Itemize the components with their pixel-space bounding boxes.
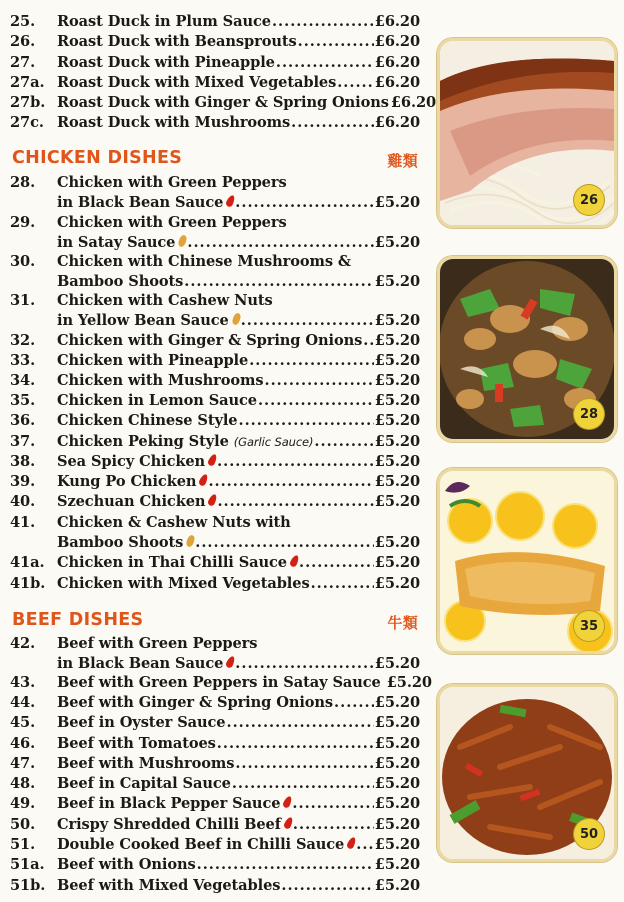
section-title-chinese: 牛類 bbox=[387, 614, 418, 632]
item-name: Double Cooked Beef in Chilli Sauce bbox=[57, 836, 345, 853]
item-price: £5.20 bbox=[374, 234, 420, 251]
dot-leader bbox=[249, 351, 374, 371]
item-price: £6.20 bbox=[374, 74, 420, 91]
photo-lemon-chicken bbox=[437, 468, 617, 654]
item-number: 32. bbox=[10, 332, 36, 349]
item-number: 48. bbox=[10, 775, 36, 792]
item-number: 27b. bbox=[10, 94, 46, 111]
item-number: 42. bbox=[10, 635, 36, 652]
item-number: 44. bbox=[10, 694, 36, 711]
menu-item-continued bbox=[10, 272, 420, 292]
item-number: 51a. bbox=[10, 856, 45, 873]
menu-item bbox=[10, 734, 420, 754]
item-number: 27. bbox=[10, 54, 36, 71]
section-title: BEEF DISHES bbox=[12, 610, 144, 630]
menu-item-continued bbox=[10, 533, 420, 553]
item-name: Chicken with Mixed Vegetables bbox=[57, 575, 310, 592]
item-price: £5.20 bbox=[374, 534, 420, 551]
item-name: Chicken & Cashew Nuts with bbox=[57, 514, 291, 531]
dot-leader bbox=[281, 876, 373, 896]
item-price: £6.20 bbox=[374, 54, 420, 71]
dot-leader bbox=[311, 574, 374, 594]
item-number: 34. bbox=[10, 372, 36, 389]
section-title-chinese: 雞類 bbox=[387, 152, 418, 170]
item-name-line2: in Satay Sauce bbox=[57, 234, 176, 251]
item-price: £5.20 bbox=[374, 655, 420, 672]
item-price: £5.20 bbox=[374, 392, 420, 409]
menu-item bbox=[10, 351, 420, 371]
item-price: £5.20 bbox=[374, 795, 420, 812]
dot-leader bbox=[337, 73, 374, 93]
menu-item bbox=[10, 713, 420, 733]
dot-leader bbox=[241, 311, 374, 331]
item-price: £5.20 bbox=[374, 856, 420, 873]
item-price: £5.20 bbox=[374, 352, 420, 369]
menu-item bbox=[10, 513, 420, 533]
menu-item bbox=[10, 452, 420, 472]
item-price: £5.20 bbox=[374, 312, 420, 329]
item-name: Chicken with Green Peppers bbox=[57, 214, 287, 231]
menu-item-continued bbox=[10, 233, 420, 253]
item-name: Chicken Chinese Style bbox=[57, 412, 238, 429]
item-name-line2: Bamboo Shoots bbox=[57, 534, 184, 551]
menu-item bbox=[10, 291, 420, 311]
photo-chicken-peppers bbox=[437, 256, 617, 442]
item-price: £5.20 bbox=[374, 755, 420, 772]
menu-item bbox=[10, 113, 420, 133]
item-name: Chicken with Ginger & Spring Onions bbox=[57, 332, 363, 349]
item-number: 41. bbox=[10, 514, 36, 531]
dot-leader bbox=[235, 654, 374, 674]
dot-leader bbox=[195, 533, 374, 553]
item-name: Chicken Peking Style bbox=[57, 433, 229, 450]
item-price: £5.20 bbox=[374, 816, 420, 833]
menu-item bbox=[10, 815, 420, 835]
item-name: Beef in Capital Sauce bbox=[57, 775, 231, 792]
item-name: Kung Po Chicken bbox=[57, 473, 197, 490]
item-number: 30. bbox=[10, 253, 36, 270]
menu-item bbox=[10, 53, 420, 73]
item-name: Chicken with Pineapple bbox=[57, 352, 249, 369]
item-number: 29. bbox=[10, 214, 36, 231]
section-heading bbox=[12, 610, 418, 632]
menu-item bbox=[10, 32, 420, 52]
item-number: 25. bbox=[10, 13, 36, 30]
item-name: Chicken in Thai Chilli Sauce bbox=[57, 554, 287, 571]
menu-item bbox=[10, 472, 420, 492]
item-number: 27a. bbox=[10, 74, 45, 91]
dot-leader bbox=[258, 391, 374, 411]
photo-badge: 35 bbox=[574, 611, 604, 641]
menu-item bbox=[10, 693, 420, 713]
dot-leader bbox=[363, 331, 374, 351]
item-name: Roast Duck with Mushrooms bbox=[57, 114, 291, 131]
dot-leader bbox=[235, 193, 374, 213]
item-price: £5.20 bbox=[374, 412, 420, 429]
dot-leader bbox=[299, 553, 374, 573]
item-price: £5.20 bbox=[374, 433, 420, 450]
item-number: 37. bbox=[10, 433, 36, 450]
dot-leader bbox=[298, 32, 374, 52]
dot-leader bbox=[276, 53, 374, 73]
item-name: Sea Spicy Chicken bbox=[57, 453, 206, 470]
item-price: £5.20 bbox=[374, 493, 420, 510]
item-price: £6.20 bbox=[374, 13, 420, 30]
item-price: £5.20 bbox=[374, 194, 420, 211]
dot-leader bbox=[356, 835, 374, 855]
item-number: 35. bbox=[10, 392, 36, 409]
item-price: £5.20 bbox=[374, 694, 420, 711]
dot-leader bbox=[184, 272, 374, 292]
item-name: Chicken with Mushrooms bbox=[57, 372, 264, 389]
item-price: £5.20 bbox=[374, 273, 420, 290]
menu-item bbox=[10, 634, 420, 654]
photo-badge: 26 bbox=[574, 185, 604, 215]
item-name: Roast Duck with Beansprouts bbox=[57, 33, 297, 50]
section-title: CHICKEN DISHES bbox=[12, 148, 183, 168]
item-number: 51b. bbox=[10, 877, 46, 894]
item-price: £5.20 bbox=[374, 836, 420, 853]
item-name: Beef in Oyster Sauce bbox=[57, 714, 226, 731]
dot-leader bbox=[272, 12, 374, 32]
item-price: £5.20 bbox=[374, 453, 420, 470]
item-price: £5.20 bbox=[374, 332, 420, 349]
item-name: Roast Duck with Mixed Vegetables bbox=[57, 74, 337, 91]
item-number: 36. bbox=[10, 412, 36, 429]
item-name: Chicken with Cashew Nuts bbox=[57, 292, 273, 309]
item-number: 47. bbox=[10, 755, 36, 772]
menu-item-continued bbox=[10, 311, 420, 331]
menu-item bbox=[10, 12, 420, 32]
item-name: Crispy Shredded Chilli Beef bbox=[57, 816, 281, 833]
item-name: Beef with Ginger & Spring Onions bbox=[57, 694, 334, 711]
item-name: Szechuan Chicken bbox=[57, 493, 206, 510]
menu-item bbox=[10, 492, 420, 512]
item-name-line2: in Black Bean Sauce bbox=[57, 655, 224, 672]
dot-leader bbox=[217, 734, 374, 754]
menu-item bbox=[10, 252, 420, 272]
item-number: 26. bbox=[10, 33, 36, 50]
item-number: 28. bbox=[10, 174, 36, 191]
menu-item bbox=[10, 794, 420, 814]
item-number: 50. bbox=[10, 816, 36, 833]
item-price: £6.20 bbox=[374, 114, 420, 131]
item-number: 27c. bbox=[10, 114, 44, 131]
item-name: Beef in Black Pepper Sauce bbox=[57, 795, 281, 812]
menu-item bbox=[10, 73, 420, 93]
dot-leader bbox=[291, 113, 374, 133]
item-number: 49. bbox=[10, 795, 36, 812]
dot-leader bbox=[238, 411, 373, 431]
menu-item bbox=[10, 855, 420, 875]
item-name: Beef with Mixed Vegetables bbox=[57, 877, 281, 894]
item-number: 31. bbox=[10, 292, 36, 309]
item-price: £5.20 bbox=[386, 674, 432, 691]
item-number: 40. bbox=[10, 493, 36, 510]
dot-leader bbox=[232, 774, 374, 794]
photo-roast-duck bbox=[437, 38, 617, 228]
menu-item bbox=[10, 391, 420, 411]
item-number: 51. bbox=[10, 836, 36, 853]
item-name: Chicken with Green Peppers bbox=[57, 174, 287, 191]
menu-item bbox=[10, 411, 420, 431]
dot-leader bbox=[292, 794, 373, 814]
item-name: Chicken in Lemon Sauce bbox=[57, 392, 257, 409]
item-number: 33. bbox=[10, 352, 36, 369]
menu-item bbox=[10, 553, 420, 573]
menu-item bbox=[10, 876, 420, 896]
item-number: 38. bbox=[10, 453, 36, 470]
menu-item bbox=[10, 331, 420, 351]
item-number: 41a. bbox=[10, 554, 45, 571]
item-price: £5.20 bbox=[374, 775, 420, 792]
item-price: £5.20 bbox=[374, 575, 420, 592]
item-name: Beef with Green Peppers in Satay Sauce bbox=[57, 674, 381, 691]
dot-leader bbox=[265, 371, 374, 391]
menu-item bbox=[10, 213, 420, 233]
item-price: £5.20 bbox=[374, 877, 420, 894]
photo-chilli-beef bbox=[437, 684, 617, 862]
item-price: £6.20 bbox=[390, 94, 437, 111]
dot-leader bbox=[208, 472, 373, 492]
item-price: £5.20 bbox=[374, 714, 420, 731]
menu-item bbox=[10, 432, 420, 452]
item-name: Beef with Onions bbox=[57, 856, 196, 873]
photo-badge: 28 bbox=[574, 399, 604, 429]
item-name-line2: in Yellow Bean Sauce bbox=[57, 312, 229, 329]
menu-item bbox=[10, 574, 420, 594]
item-number: 46. bbox=[10, 735, 36, 752]
item-note: (Garlic Sauce) bbox=[233, 435, 314, 449]
item-name: Roast Duck with Pineapple bbox=[57, 54, 275, 71]
item-price: £6.20 bbox=[374, 33, 420, 50]
item-number: 39. bbox=[10, 473, 36, 490]
menu-item bbox=[10, 835, 420, 855]
item-name: Roast Duck in Plum Sauce bbox=[57, 13, 271, 30]
item-number: 41b. bbox=[10, 575, 46, 592]
menu-item bbox=[10, 774, 420, 794]
menu-item bbox=[10, 754, 420, 774]
dot-leader bbox=[293, 815, 374, 835]
menu-item bbox=[10, 173, 420, 193]
photo-badge: 50 bbox=[574, 819, 604, 849]
item-name: Beef with Tomatoes bbox=[57, 735, 216, 752]
dot-leader bbox=[187, 233, 373, 253]
item-number: 43. bbox=[10, 674, 36, 691]
item-price: £5.20 bbox=[374, 372, 420, 389]
menu-item bbox=[10, 93, 437, 113]
menu-item-continued bbox=[10, 193, 420, 213]
menu-item-continued bbox=[10, 654, 420, 674]
menu-item bbox=[10, 673, 432, 693]
dot-leader bbox=[217, 452, 374, 472]
menu-item bbox=[10, 371, 420, 391]
dot-leader bbox=[197, 855, 374, 875]
dot-leader bbox=[226, 713, 373, 733]
dot-leader bbox=[314, 432, 373, 452]
item-price: £5.20 bbox=[374, 735, 420, 752]
item-name: Beef with Green Peppers bbox=[57, 635, 258, 652]
item-price: £5.20 bbox=[374, 554, 420, 571]
item-name-line2: in Black Bean Sauce bbox=[57, 194, 224, 211]
item-price: £5.20 bbox=[374, 473, 420, 490]
item-name: Roast Duck with Ginger & Spring Onions bbox=[57, 94, 389, 111]
dot-leader bbox=[334, 693, 374, 713]
item-name-line2: Bamboo Shoots bbox=[57, 273, 184, 290]
item-name: Beef with Mushrooms bbox=[57, 755, 235, 772]
section-heading bbox=[12, 148, 418, 170]
dot-leader bbox=[235, 754, 373, 774]
item-name: Chicken with Chinese Mushrooms & bbox=[57, 253, 351, 270]
item-number: 45. bbox=[10, 714, 36, 731]
dot-leader bbox=[217, 492, 373, 512]
